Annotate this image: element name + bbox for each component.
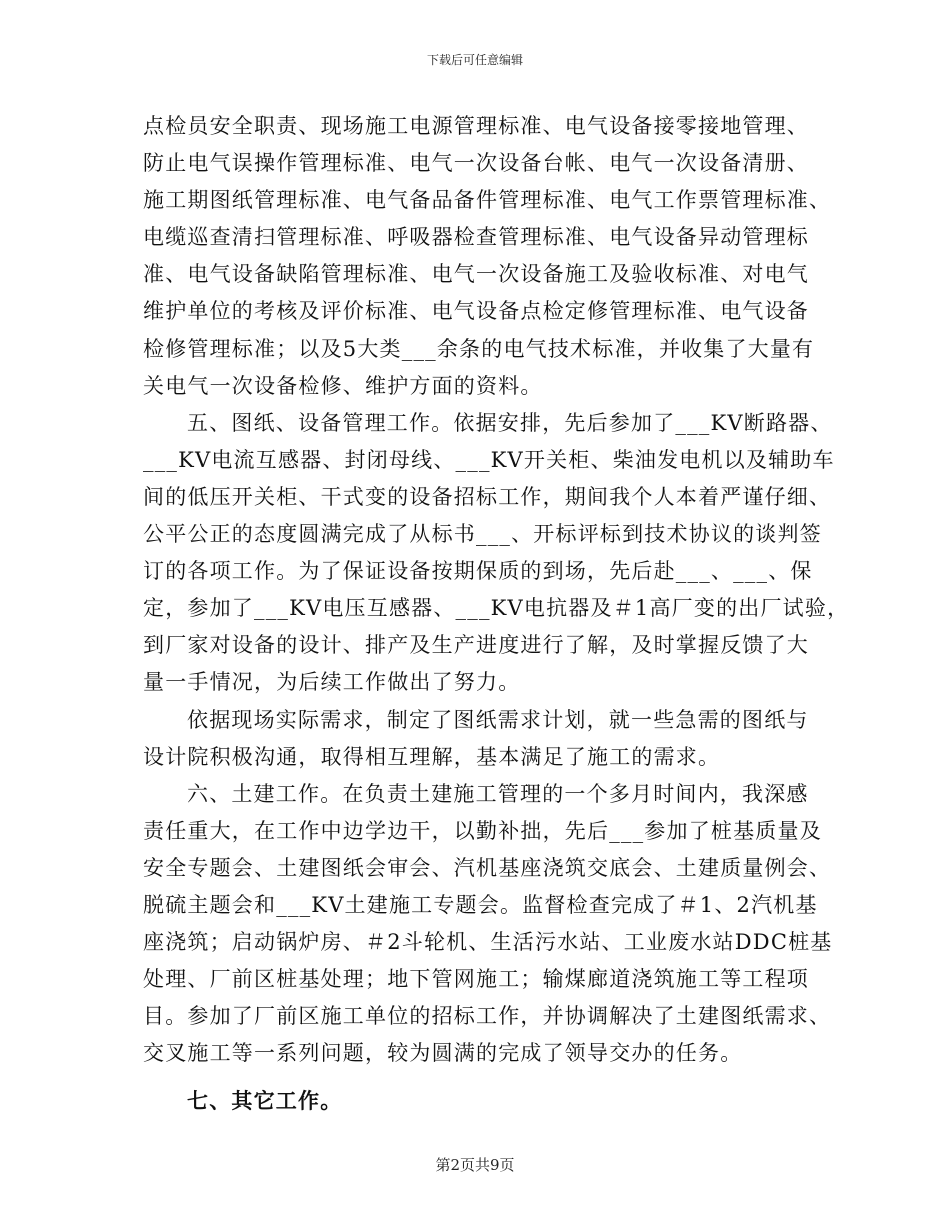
body-line: 到厂家对设备的设计、排产及生产进度进行了解，及时掌握反馈了大 bbox=[143, 633, 809, 658]
body-line: 间的低压开关柜、干式变的设备招标工作，期间我个人本着严谨仔细、 bbox=[143, 484, 832, 509]
body-line: 点检员安全职责、现场施工电源管理标准、电气设备接零接地管理、 bbox=[143, 114, 809, 138]
body-line: 关电气一次设备检修、维护方面的资料。 bbox=[143, 373, 543, 398]
body-line: 检修管理标准；以及5大类___余条的电气技术标准，并收集了大量有 bbox=[143, 336, 815, 361]
body-line: 订的各项工作。为了保证设备按期保质的到场，先后赴___、___、保 bbox=[143, 559, 813, 584]
body-line: 防止电气误操作管理标准、电气一次设备台帐、电气一次设备清册、 bbox=[143, 151, 809, 176]
body-line: 定，参加了___KV电压互感器、___KV电抗器及＃1高厂变的出厂试验， bbox=[143, 596, 850, 621]
body-line: 设计院积极沟通，取得相互理解，基本满足了施工的需求。 bbox=[143, 744, 721, 769]
body-line: 施工期图纸管理标准、电气备品备件管理标准、电气工作票管理标准、 bbox=[143, 188, 832, 213]
body-line: 处理、厂前区桩基处理；地下管网施工；输煤廊道浇筑施工等工程项 bbox=[143, 967, 809, 992]
paragraph-start-line: 依据现场实际需求，制定了图纸需求计划，就一些急需的图纸与 bbox=[187, 707, 809, 732]
body-line: 脱硫主题会和___KV土建施工专题会。监督检查完成了＃1、2汽机基 bbox=[143, 892, 818, 917]
body-line: 座浇筑；启动锅炉房、＃2斗轮机、生活污水站、工业废水站DDC桩基 bbox=[143, 930, 833, 955]
document-body bbox=[143, 108, 850, 1120]
body-line: 维护单位的考核及评价标准、电气设备点检定修管理标准、电气设备 bbox=[143, 299, 809, 324]
body-line: 安全专题会、土建图纸会审会、汽机基座浇筑交底会、土建质量例会、 bbox=[143, 855, 832, 880]
body-line: 电缆巡查清扫管理标准、呼吸器检查管理标准、电气设备异动管理标 bbox=[143, 225, 809, 250]
body-line: 交叉施工等一系列问题，较为圆满的完成了领导交办的任务。 bbox=[143, 1041, 743, 1066]
page-header: 下载后可任意编辑 bbox=[426, 53, 523, 67]
paragraph-start-line: 五、图纸、设备管理工作。依据安排，先后参加了___KV断路器、 bbox=[187, 410, 833, 435]
body-line: 公平公正的态度圆满完成了从标书___、开标评标到技术协议的谈判签 bbox=[143, 522, 822, 547]
section-heading: 七、其它工作。 bbox=[187, 1088, 343, 1114]
page-footer: 第2页共9页 bbox=[435, 1156, 515, 1174]
body-line: 量一手情况，为后续工作做出了努力。 bbox=[143, 670, 521, 695]
body-line: ___KV电流互感器、封闭母线、___KV开关柜、柴油发电机以及辅助车 bbox=[143, 447, 835, 472]
body-line: 准、电气设备缺陷管理标准、电气一次设备施工及验收标准、对电气 bbox=[143, 262, 809, 287]
paragraph-start-line: 六、土建工作。在负责土建施工管理的一个多月时间内，我深感 bbox=[187, 781, 809, 806]
body-line: 责任重大，在工作中边学边干，以勤补拙，先后___参加了桩基质量及 bbox=[143, 818, 822, 843]
body-line: 目。参加了厂前区施工单位的招标工作，并协调解决了土建图纸需求、 bbox=[143, 1004, 832, 1029]
